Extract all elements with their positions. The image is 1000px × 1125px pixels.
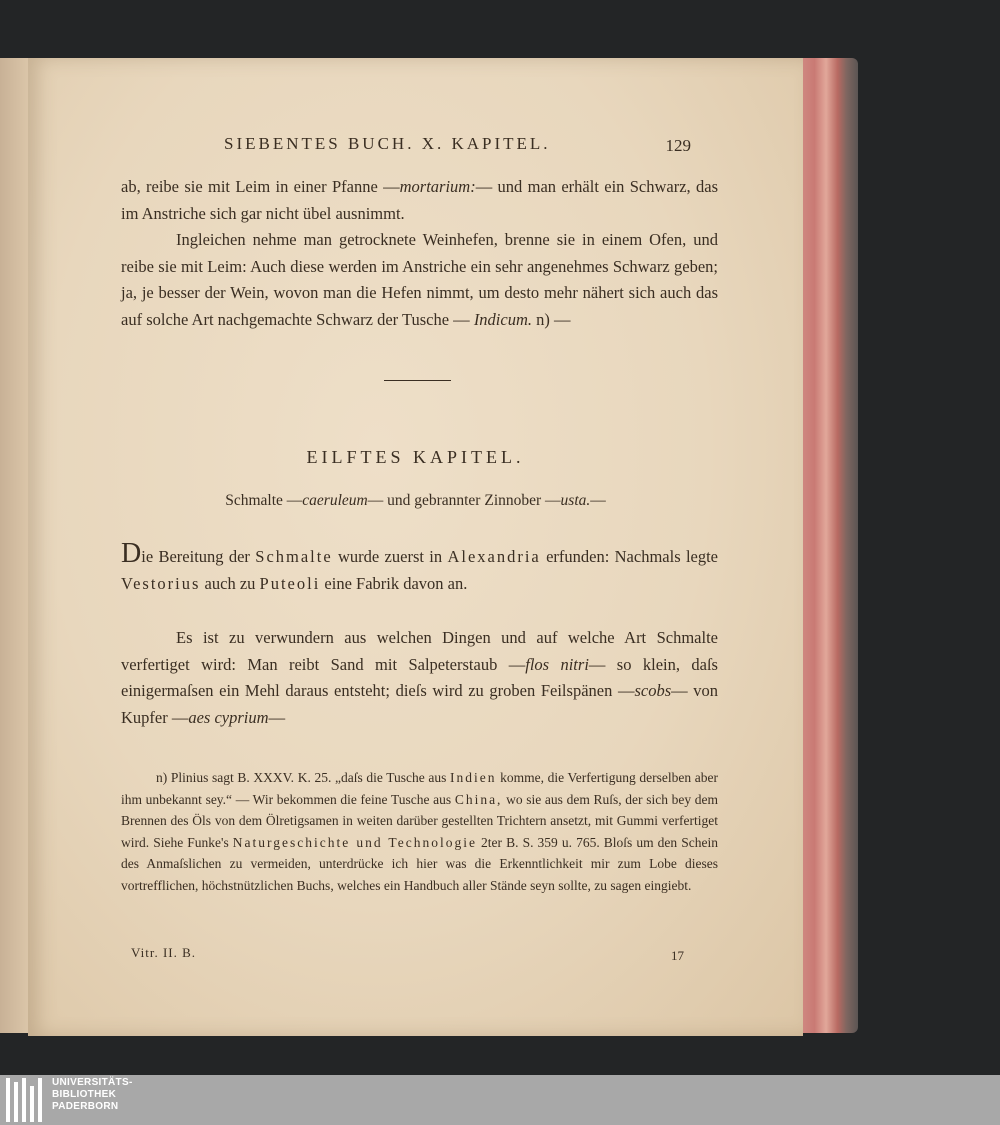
paragraph-2: Ingleichen nehme man getrocknete Weinhefen, brenne sie in einem Ofen, und reibe sie mit Leim: Auch diese werden im Anstriche ein sehr angenehmes Schwarz geben; ja, je besser der Wein, wovon man die Hefen nimmt, um desto mehr nähert sich auch das auf solche Art nachgemachte Schwarz der Tusche — Indicum. n) —: [121, 230, 718, 329]
paragraph-4: Es ist zu verwundern aus welchen Dingen und auf welche Art Schmalte verfertiget wird: Man reibt Sand mit Salpeterstaub —flos nitri— so klein, daſs einigermaſsen ein Mehl daraus entsteht; dieſs wird zu groben Feilspänen —scobs— von Kupfer —aes cyprium—: [121, 628, 718, 727]
library-banner: [0, 1075, 1000, 1125]
running-header: SIEBENTES BUCH. X. KAPITEL.: [224, 134, 551, 153]
sheet-signature: Vitr. II. B.: [131, 945, 197, 960]
chapter-subtitle: Schmalte —caeruleum— und gebrannter Zinnober —usta.—: [225, 492, 606, 509]
sheet-number: 17: [671, 948, 684, 963]
library-logo-icon: [6, 1078, 46, 1122]
book-page: [28, 58, 803, 1036]
drop-cap: D: [121, 538, 142, 569]
left-page-edge: [0, 58, 31, 1033]
paragraph-1: ab, reibe sie mit Leim in einer Pfanne —mortarium:— und man erhält ein Schwarz, das im Anstriche sich gar nicht übel ausnimmt.: [121, 177, 718, 223]
footnote: n) Plinius sagt B. XXXV. K. 25. „daſs die Tusche aus Indien komme, die Verfertigung derselben aber ihm unbekannt sey.“ — Wir bekommen die feine Tusche aus China, wo sie aus dem Ruſs, der sich bey dem Brennen des Öls von dem Ölretigsamen in weiten darüber gestellten Trichtern ansetzt, mit Gummi verfertiget wird. Siehe Funke's Naturgeschichte und Technologie 2ter B. S. 359 u. 765. Bloſs um den Schein des Anmaſslichen zu vermeiden, unterdrücke ich hier was die Erkenntlichkeit mir zum Lobe dieses vortrefflichen, höchstnützlichen Buchs, welches ein Handbuch aller Stände seyn sollte, zu sagen eingiebt.: [121, 770, 719, 893]
library-name: UNIVERSITÄTS- BIBLIOTHEK PADERBORN: [52, 1077, 133, 1112]
chapter-title: EILFTES KAPITEL.: [306, 447, 525, 467]
paragraph-3: Die Bereitung der Schmalte wurde zuerst in Alexandria erfunden: Nachmals legte Vestorius auch zu Puteoli eine Fabrik davon an.: [121, 538, 719, 593]
page-number: 129: [665, 136, 691, 155]
book-page-edges: [800, 58, 858, 1033]
section-divider: [384, 380, 451, 381]
